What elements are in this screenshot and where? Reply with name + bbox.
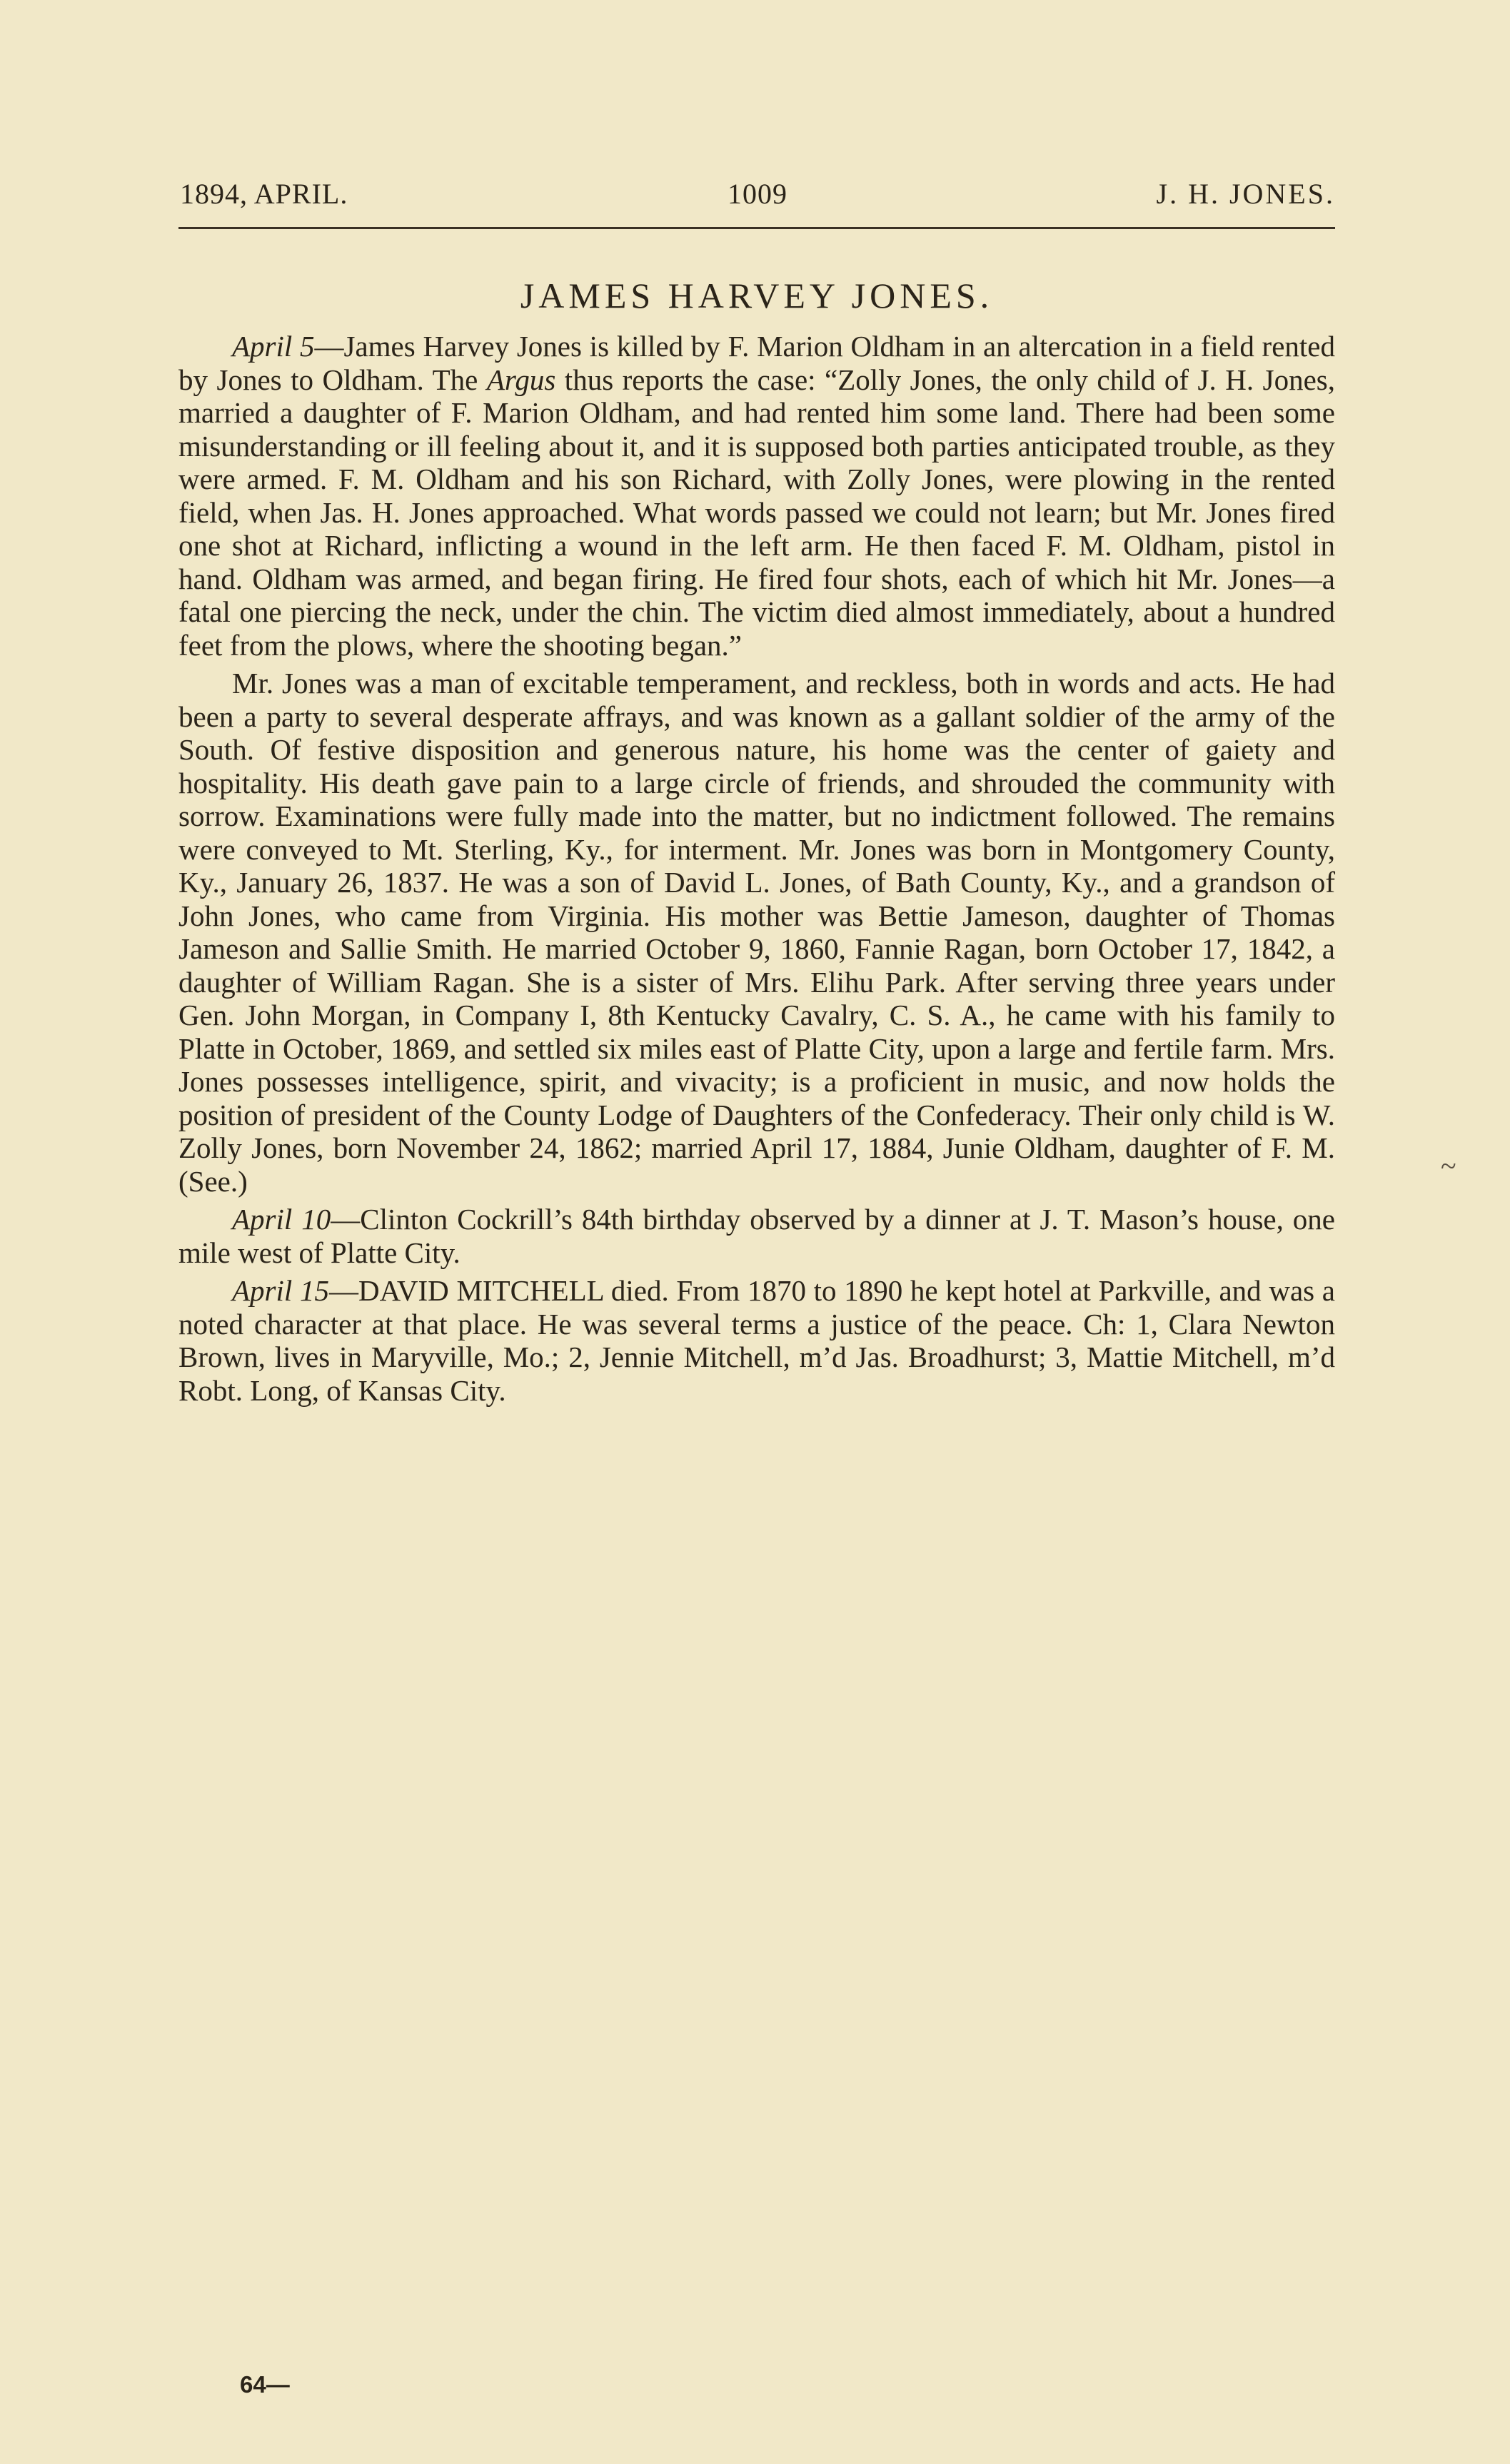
margin-mark: ~	[1441, 1150, 1456, 1182]
header-rule	[178, 227, 1335, 229]
entry-date: April 10	[232, 1203, 331, 1236]
entry-text: Mr. Jones was a man of excitable temperament, and reckless, both in words and acts. He had been a party to several desperate affrays, and was known as a gallant soldier of the army of the South. Of festive disposition and generous nature, his home was the center of gaiety and hospitality. His death gave pain to a large circle of friends, and shrouded the community with sorrow. Examinations were fully made into the matter, but no indictment followed. The remains were conveyed to Mt. Sterling, Ky., for interment. Mr. Jones was born in Montgomery County, Ky., January 26, 1837. He was a son of David L. Jones, of Bath County, Ky., and a grandson of John Jones, who came from Virginia. His mother was Bettie Jameson, daughter of Thomas Jameson and Sallie Smith. He married October 9, 1860, Fannie Ragan, born October 17, 1842, a daughter of William Ragan. She is a sister of Mrs. Elihu Park. After serving three years under Gen. John Morgan, in Company I, 8th Kentucky Cavalry, C. S. A., he came with his family to Platte in October, 1869, and settled six miles east of Platte City, upon a large and fertile farm. Mrs. Jones possesses intelligence, spirit, and vivacity; is a proficient in music, and now holds the position of president of the County Lodge of Daughters of the Confederacy. Their only child is W. Zolly Jones, born November 24, 1862; married April 17, 1884, Junie Oldham, daughter of F. M. (See.)	[178, 667, 1335, 1198]
entry-date: April 5	[232, 330, 315, 363]
entry-text: —Clinton Cockrill’s 84th birthday observed by a dinner at J. T. Mason’s house, one mile west of Platte City.	[178, 1203, 1335, 1269]
entry-april-15	[178, 1274, 1335, 1407]
header-subject: J. H. JONES.	[1156, 178, 1335, 210]
body-text	[178, 330, 1335, 1407]
biography-paragraph	[178, 667, 1335, 1198]
page-number: 1009	[728, 178, 787, 210]
entry-date: April 15	[232, 1274, 329, 1307]
header-date: 1894, APRIL.	[180, 178, 348, 210]
entry-april-10	[178, 1203, 1335, 1269]
running-header	[180, 177, 1335, 220]
signature-mark: 64—	[240, 2371, 290, 2398]
entry-text-continued: thus reports the case: “Zolly Jones, the only child of J. H. Jones, married a daughter of F. Marion Oldham, and had rented him some land. There had been some misunderstanding or ill feeling about it, and it is supposed both parties anticipated trouble, as they were armed. F. M. Oldham and his son Richard, with Zolly Jones, were plowing in the rented field, when Jas. H. Jones approached. What words passed we could not learn; but Mr. Jones fired one shot at Richard, inflicting a wound in the left arm. He then faced F. M. Oldham, pistol in hand. Oldham was armed, and began firing. He fired four shots, each of which hit Mr. Jones—a fatal one piercing the neck, under the chin. The victim died almost immediately, about a hundred feet from the plows, where the shooting began.”	[178, 363, 1335, 662]
section-title: JAMES HARVEY JONES.	[520, 276, 994, 315]
entry-text: —DAVID MITCHELL died. From 1870 to 1890 he kept hotel at Parkville, and was a noted character at that place. He was several terms a justice of the peace. Ch: 1, Clara Newton Brown, lives in Maryville, Mo.; 2, Jennie Mitchell, m’d Jas. Broadhurst; 3, Mattie Mitchell, m’d Robt. Long, of Kansas City.	[178, 1274, 1335, 1407]
entry-text: —James Harvey Jones is killed by F. Marion Oldham in an altercation in a field rented by Jones to Oldham. The	[178, 330, 1335, 396]
entry-april-5	[178, 330, 1335, 662]
newspaper-name: Argus	[486, 363, 556, 396]
